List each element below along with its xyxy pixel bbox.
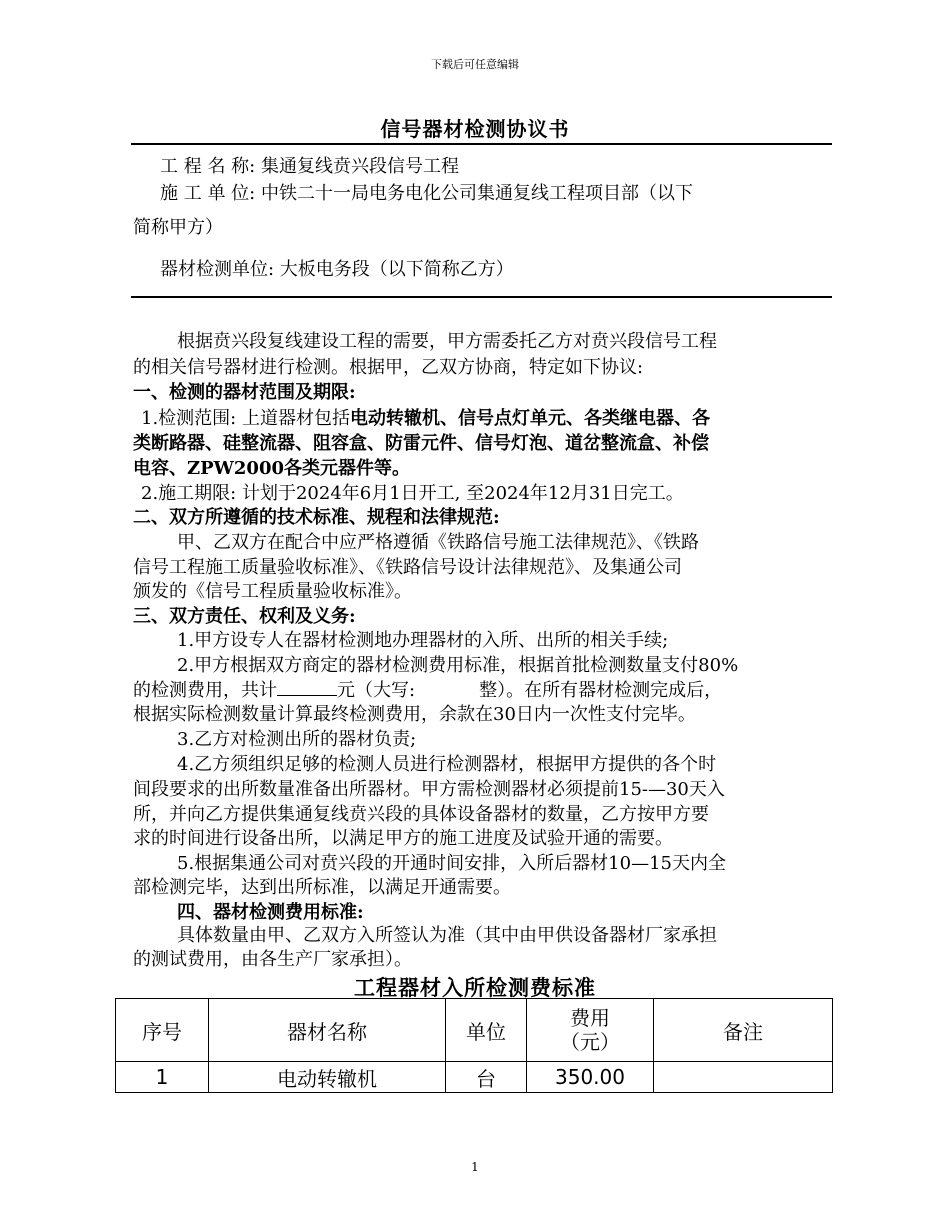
duty-2-line-3: 根据实际检测数量计算最终检测费用，余款在30日内一次性支付完毕。 <box>133 704 696 725</box>
duty-4-line-1: 4.乙方须组织足够的检测人员进行检测器材，根据甲方提供的各个时 <box>177 754 717 775</box>
intro-line-2: 的相关信号器材进行检测。根据甲，乙双方协商，特定如下协议: <box>133 357 644 378</box>
header-note: 下载后可任意编辑 <box>431 58 519 71</box>
scope-line-1 <box>141 405 710 432</box>
col-header-unit: 单位 <box>446 999 527 1062</box>
duty-4-line-3: 所，并向乙方提供集通复线贲兴段的具体设备器材的数量，乙方按甲方要 <box>133 804 709 825</box>
duty-4-line-4: 求的时间进行设备出所，以满足甲方的施工进度及试验开通的需要。 <box>133 828 673 849</box>
section-4-heading: 四、器材检测费用标准: <box>177 902 364 923</box>
section-1-heading: 一、检测的器材范围及期限: <box>133 382 356 403</box>
duty-2-line-2 <box>133 677 722 704</box>
fee-header-line-1: 费用 <box>570 1006 610 1030</box>
section-3-heading: 三、双方责任、权利及义务: <box>133 606 356 627</box>
duty-5-line-1: 5.根据集通公司对贲兴段的开通时间安排，入所后器材10—15天内全 <box>177 853 726 874</box>
fee-text-prefix: 的检测费用，共计 <box>133 680 277 701</box>
cell-unit: 台 <box>446 1062 527 1093</box>
table-header-row <box>116 999 833 1062</box>
scope-prefix: 1.检测范围: 上道器材包括 <box>141 408 350 429</box>
duty-1: 1.甲方设专人在器材检测地办理器材的入所、出所的相关手续; <box>177 630 669 651</box>
duty-3: 3.乙方对检测出所的器材负责; <box>177 729 417 750</box>
fee-amount-blank[interactable] <box>277 677 337 696</box>
fee-text-words: 元（大写: <box>337 680 416 701</box>
standards-line-1: 甲、乙双方在配合中应严格遵循《铁路信号施工法律规范》、《铁路 <box>177 532 699 553</box>
fee-text-suffix: 整）。在所有器材检测完成后， <box>479 680 723 701</box>
duty-4-line-2: 间段要求的出所数量准备出所器材。甲方需检测器材必须提前15-—30天入 <box>133 779 725 800</box>
duty-2-line-1: 2.甲方根据双方商定的器材检测费用标准，根据首批检测数量支付80% <box>177 655 739 676</box>
intro-line-1: 根据贲兴段复线建设工程的需要，甲方需委托乙方对贲兴段信号工程 <box>177 331 717 352</box>
scope-items-1: 电动转辙机、信号点灯单元、各类继电器、各 <box>349 408 710 429</box>
standards-line-2: 信号工程施工质量验收标准》、《铁路信号设计法律规范》、及集通公司 <box>133 557 682 578</box>
standards-line-3: 颁发的《信号工程质量验收标准》。 <box>133 581 412 602</box>
builder-line-1: 施 工 单 位: 中铁二十一局电务电化公司集通复线工程项目部（以下 <box>160 183 693 204</box>
cell-no: 1 <box>116 1062 209 1093</box>
col-header-note: 备注 <box>654 999 833 1062</box>
col-header-no: 序号 <box>116 999 209 1062</box>
section-2-heading: 二、双方所遵循的技术标准、规程和法律规范: <box>133 507 500 528</box>
schedule-line: 2.施工期限: 计划于2024年6月1日开工, 至2024年12月31日完工。 <box>141 483 684 504</box>
header-rule <box>131 296 832 298</box>
project-line: 工 程 名 称: 集通复线贲兴段信号工程 <box>160 156 459 177</box>
cell-name: 电动转辙机 <box>209 1062 446 1093</box>
col-header-name: 器材名称 <box>209 999 446 1062</box>
fee-table <box>115 998 833 1093</box>
fee-note-line-1: 具体数量由甲、乙双方入所签认为准（其中由甲供设备器材厂家承担 <box>177 925 717 946</box>
title-rule <box>131 143 832 145</box>
cell-note <box>654 1062 833 1093</box>
document-title: 信号器材检测协议书 <box>380 117 570 141</box>
fee-note-line-2: 的测试费用，由各生产厂家承担）。 <box>133 949 412 970</box>
cell-fee: 350.00 <box>527 1062 654 1093</box>
table-caption: 工程器材入所检测费标准 <box>354 975 596 1000</box>
scope-items-2: 类断路器、硅整流器、阻容盒、防雷元件、信号灯泡、道岔整流盒、补偿 <box>133 433 709 454</box>
builder-line-2: 简称甲方） <box>133 217 223 238</box>
page-number: 1 <box>471 1160 479 1174</box>
col-header-fee <box>527 999 654 1062</box>
table-row <box>116 1062 833 1093</box>
scope-items-3: 电容、ZPW2000各类元器件等。 <box>133 458 410 479</box>
duty-5-line-2: 部检测完毕，达到出所标准，以满足开通需要。 <box>133 877 511 898</box>
fee-header-line-2: （元） <box>560 1030 620 1054</box>
inspector-line: 器材检测单位: 大板电务段（以下简称乙方） <box>160 259 514 280</box>
